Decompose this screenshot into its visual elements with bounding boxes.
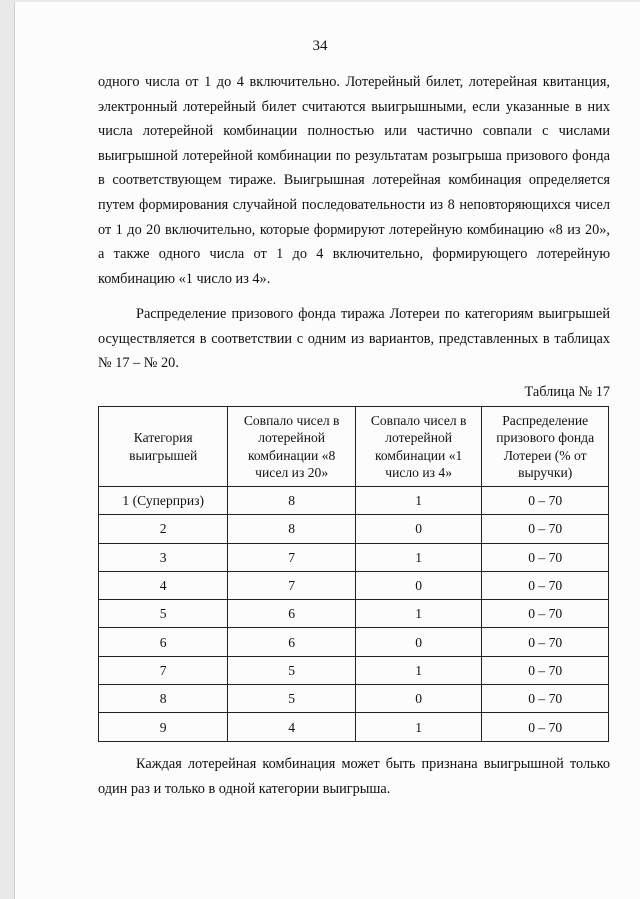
page-number: 34 [312,38,328,54]
cell-prize-share: 0 – 70 [482,600,609,628]
cell-matched-1-of-4: 1 [355,600,482,628]
cell-matched-8-of-20: 5 [228,656,355,684]
table-row [99,713,609,741]
cell-matched-8-of-20: 6 [228,628,355,656]
cell-matched-8-of-20: 4 [228,713,355,741]
cell-matched-1-of-4: 1 [355,656,482,684]
cell-matched-8-of-20: 8 [228,515,355,543]
cell-category: 2 [99,515,228,543]
cell-matched-8-of-20: 7 [228,543,355,571]
prize-distribution-table [98,406,609,742]
cell-prize-share: 0 – 70 [482,685,609,713]
cell-prize-share: 0 – 70 [482,713,609,741]
table-row [99,656,609,684]
cell-category: 7 [99,656,228,684]
table-row [99,571,609,599]
cell-matched-1-of-4: 1 [355,713,482,741]
cell-matched-8-of-20: 8 [228,487,355,515]
header-matched-1-of-4: Совпало чисел в лотерейной комбинации «1 число из 4» [355,407,482,487]
paragraph-winning-combination: одного числа от 1 до 4 включительно. Лотерейный билет, лотерейная квитанция, электронный лотерейный билет считаются выигрышными, если указанные в них числа лотерейной комбинации полностью или частично совпали с числами выигрышной лотерейной комбинации по результатам розыгрыша призового фонда в соответствующем тираже. Выигрышная лотерейная комбинация определяется путем формирования случайной последовательности из 8 неповторяющихся чисел от 1 до 20 включительно, которые формируют лотерейную комбинацию «8 из 20», а также одного числа от 1 до 4 включительно, формирующего лотерейную комбинацию «1 число из 4». [98,74,610,287]
table-row [99,543,609,571]
table-row [99,685,609,713]
paragraph-prize-distribution: Распределение призового фонда тиража Лотереи по категориям выигрышей осуществляется в соответствии с одним из вариантов, представленных в таблицах № 17 – № 20. [98,306,610,372]
cell-matched-8-of-20: 5 [228,685,355,713]
cell-matched-1-of-4: 0 [355,515,482,543]
cell-matched-8-of-20: 7 [228,571,355,599]
cell-matched-1-of-4: 1 [355,543,482,571]
cell-matched-8-of-20: 6 [228,600,355,628]
cell-matched-1-of-4: 0 [355,685,482,713]
cell-prize-share: 0 – 70 [482,543,609,571]
cell-category: 9 [99,713,228,741]
header-prize-fund-share: Распределение призового фонда Лотереи (% от выручки) [482,407,609,487]
cell-matched-1-of-4: 0 [355,571,482,599]
table-caption: Таблица № 17 [524,384,610,400]
paragraph-single-category: Каждая лотерейная комбинация может быть признана выигрышной только один раз и только в одной категории выигрыша. [98,756,610,797]
cell-prize-share: 0 – 70 [482,628,609,656]
header-matched-8-of-20: Совпало чисел в лотерейной комбинации «8 чисел из 20» [228,407,355,487]
cell-prize-share: 0 – 70 [482,515,609,543]
cell-matched-1-of-4: 0 [355,628,482,656]
table-row [99,515,609,543]
cell-category: 3 [99,543,228,571]
cell-category: 4 [99,571,228,599]
cell-prize-share: 0 – 70 [482,487,609,515]
cell-category: 8 [99,685,228,713]
table-header-row [99,407,609,487]
cell-category: 6 [99,628,228,656]
table-row [99,487,609,515]
cell-prize-share: 0 – 70 [482,571,609,599]
cell-prize-share: 0 – 70 [482,656,609,684]
cell-category: 5 [99,600,228,628]
cell-matched-1-of-4: 1 [355,487,482,515]
table-row [99,600,609,628]
cell-category: 1 (Суперприз) [99,487,228,515]
table-row [99,628,609,656]
header-category: Категория выигрышей [99,407,228,487]
